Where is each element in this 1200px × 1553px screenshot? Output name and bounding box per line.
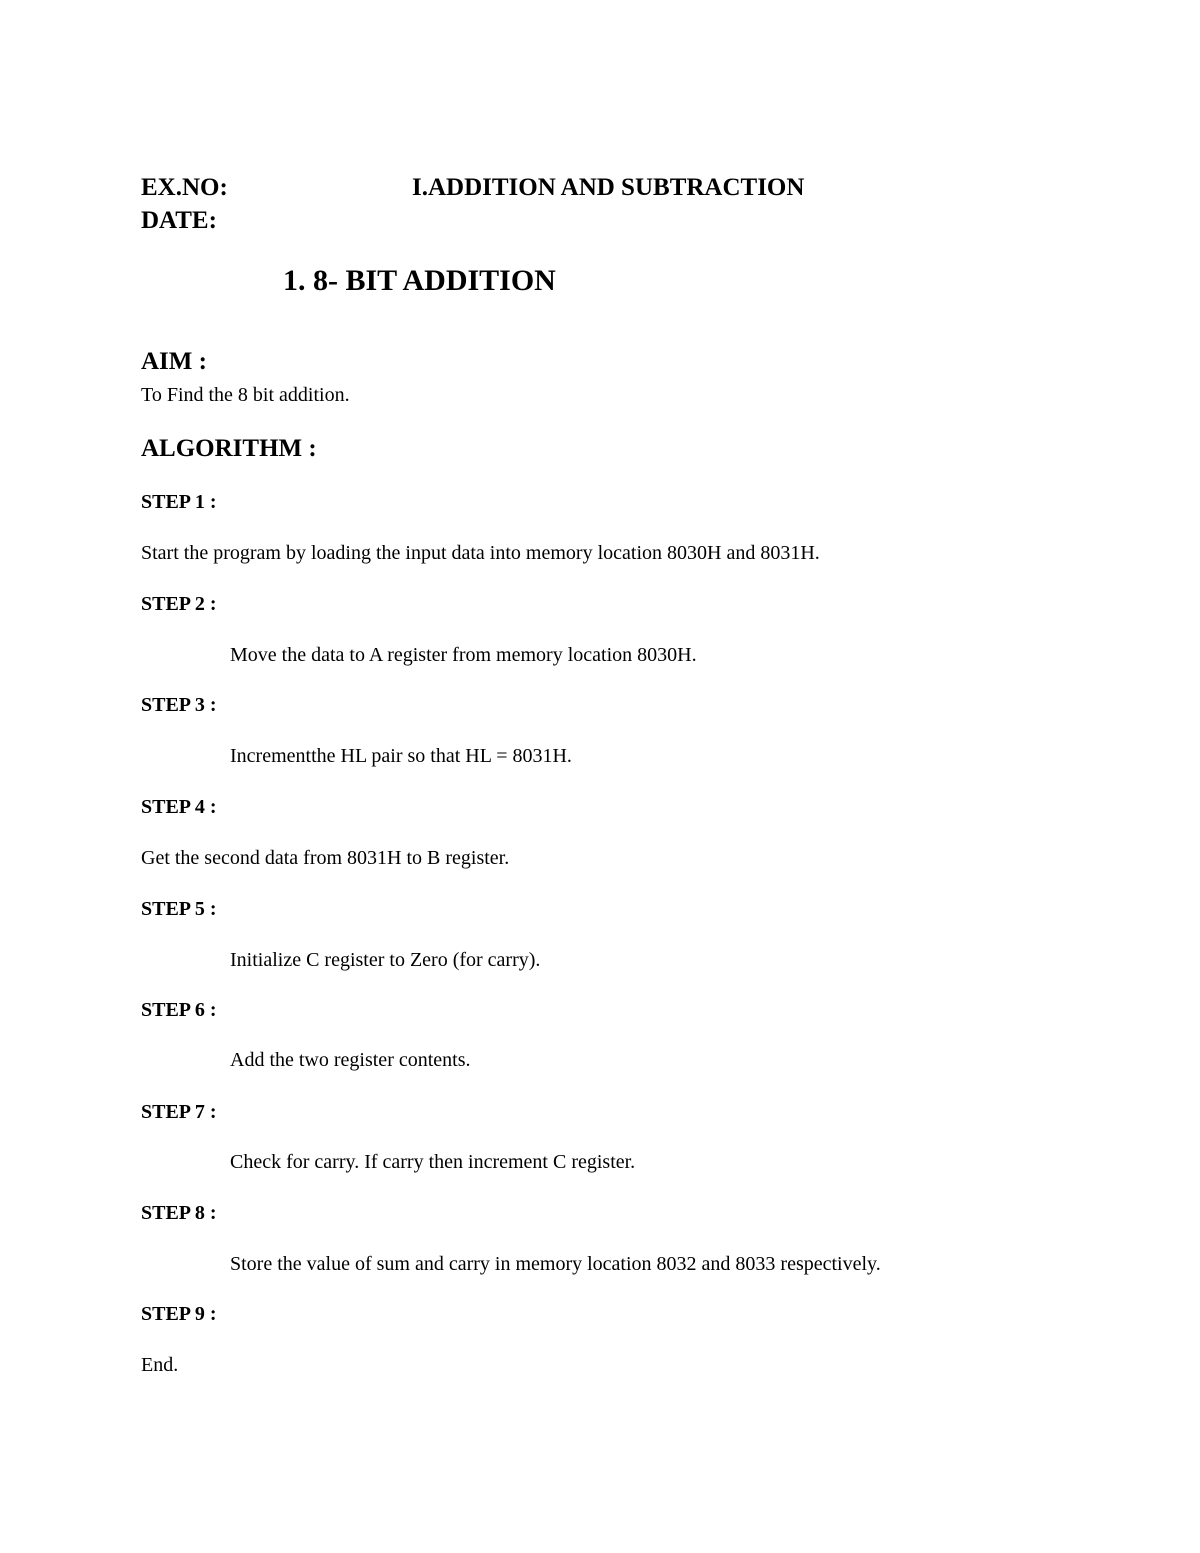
step-label: STEP 2 :: [141, 593, 217, 615]
step-text: Incrementthe HL pair so that HL = 8031H.: [230, 745, 572, 767]
step-text: Add the two register contents.: [230, 1049, 471, 1071]
algorithm-heading: ALGORITHM :: [141, 435, 317, 462]
step-text: Move the data to A register from memory location 8030H.: [230, 644, 697, 666]
step-label: STEP 1 :: [141, 491, 217, 513]
experiment-title: I.ADDITION AND SUBTRACTION: [412, 174, 805, 201]
step-label: STEP 7 :: [141, 1101, 217, 1123]
step-label: STEP 9 :: [141, 1303, 217, 1325]
step-text: Check for carry. If carry then increment C register.: [230, 1151, 636, 1173]
step-label: STEP 3 :: [141, 694, 217, 716]
date-label: DATE:: [141, 207, 217, 234]
section-title: 1. 8- BIT ADDITION: [283, 264, 556, 297]
step-text: Get the second data from 8031H to B register.: [141, 847, 510, 869]
step-text: End.: [141, 1354, 179, 1376]
step-label: STEP 6 :: [141, 999, 217, 1021]
step-text: Initialize C register to Zero (for carry).: [230, 949, 541, 971]
step-text: Store the value of sum and carry in memory location 8032 and 8033 respectively.: [230, 1253, 881, 1275]
step-label: STEP 4 :: [141, 796, 217, 818]
aim-text: To Find the 8 bit addition.: [141, 384, 350, 406]
step-label: STEP 5 :: [141, 898, 217, 920]
step-text: Start the program by loading the input data into memory location 8030H and 8031H.: [141, 542, 820, 564]
aim-heading: AIM :: [141, 348, 207, 375]
exno-label: EX.NO:: [141, 174, 228, 201]
step-label: STEP 8 :: [141, 1202, 217, 1224]
